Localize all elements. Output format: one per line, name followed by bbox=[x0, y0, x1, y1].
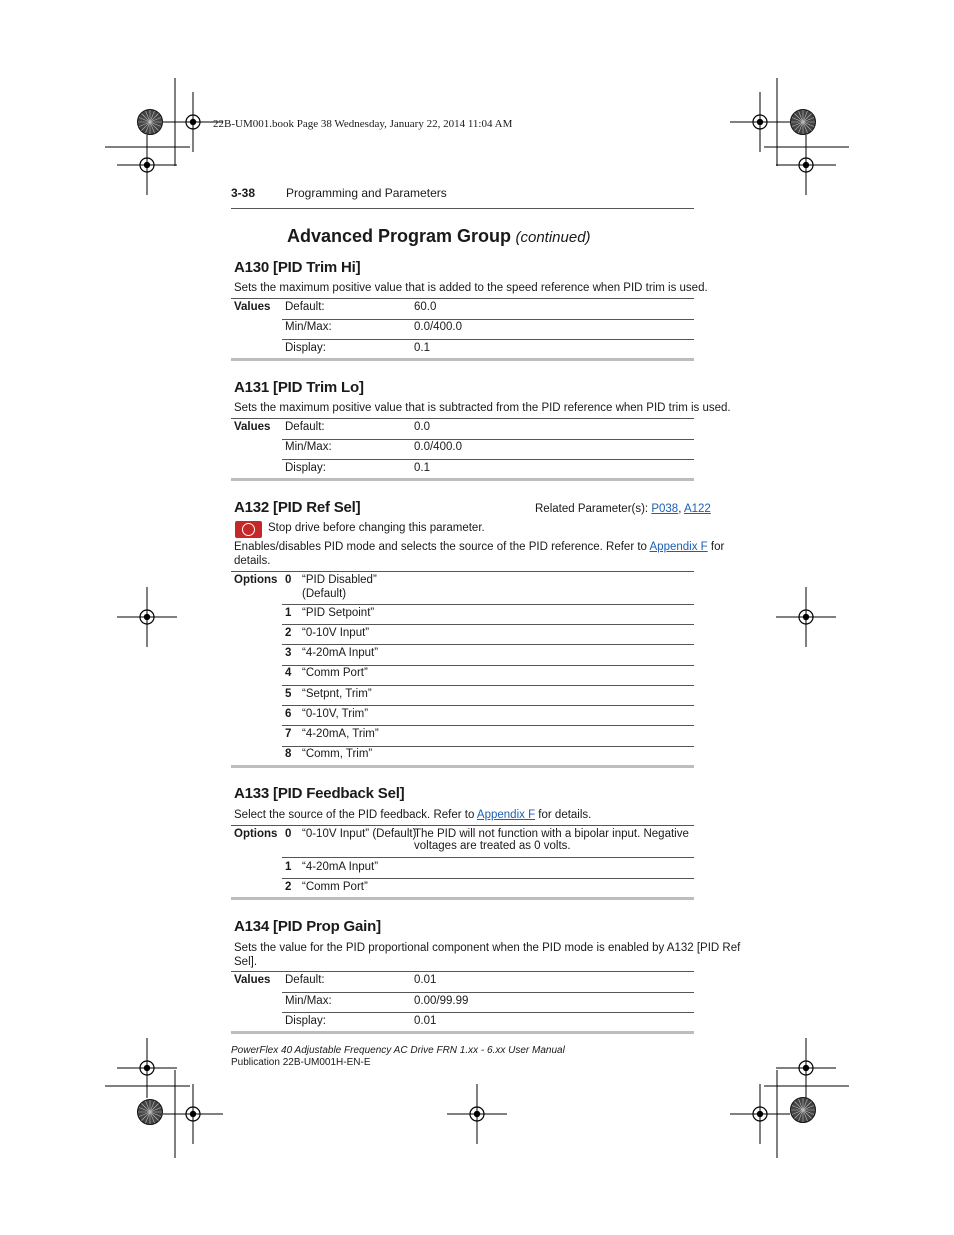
page-title: Advanced Program Group (continued) bbox=[287, 226, 591, 246]
option-number: 8 bbox=[285, 748, 292, 760]
values-label: Values bbox=[234, 421, 271, 433]
option-note-cont: voltages are treated as 0 volts. bbox=[414, 840, 571, 852]
option-number: 1 bbox=[285, 607, 292, 619]
param-desc-a130: Sets the maximum positive value that is added to the speed reference when PID trim is used. bbox=[234, 282, 708, 294]
option-text: “Setpnt, Trim” bbox=[302, 688, 372, 700]
option-text: “PID Setpoint” bbox=[302, 607, 375, 619]
value-row-value: 0.1 bbox=[414, 342, 430, 354]
registration-mark-icon bbox=[730, 1084, 790, 1144]
option-text: “Comm Port” bbox=[302, 881, 368, 893]
option-text: “0-10V Input” (Default) bbox=[302, 828, 417, 840]
related-parameters: Related Parameter(s): P038, A122 bbox=[535, 503, 711, 515]
option-text: “Comm, Trim” bbox=[302, 748, 373, 760]
param-desc-a132-cont: details. bbox=[234, 555, 271, 567]
param-desc-a133: Select the source of the PID feedback. Refer to Appendix F for details. bbox=[234, 809, 592, 821]
value-row-label: Display: bbox=[285, 1015, 326, 1027]
option-text: “0-10V Input” bbox=[302, 627, 370, 639]
option-note: The PID will not function with a bipolar input. Negative bbox=[414, 828, 689, 840]
option-number: 0 bbox=[285, 828, 292, 840]
param-desc-a132: Enables/disables PID mode and selects the source of the PID reference. Refer to Appendix F for bbox=[234, 541, 725, 553]
value-row-value: 0.0/400.0 bbox=[414, 321, 462, 333]
option-text: “4-20mA Input” bbox=[302, 861, 379, 873]
option-text: “0-10V, Trim” bbox=[302, 708, 369, 720]
value-row-label: Display: bbox=[285, 342, 326, 354]
option-number: 5 bbox=[285, 688, 292, 700]
value-row-value: 0.00/99.99 bbox=[414, 995, 469, 1007]
value-row-value: 0.0 bbox=[414, 421, 430, 433]
option-text: “PID Disabled” bbox=[302, 574, 377, 586]
option-default: (Default) bbox=[302, 588, 347, 600]
option-number: 3 bbox=[285, 647, 292, 659]
link-a122[interactable]: A122 bbox=[683, 503, 711, 515]
value-row-label: Display: bbox=[285, 462, 326, 474]
registration-mark-icon bbox=[117, 135, 177, 195]
footer-manual-title: PowerFlex 40 Adjustable Frequency AC Drive FRN 1.xx - 6.xx User Manual bbox=[231, 1045, 565, 1056]
param-heading-a134: A134 [PID Prop Gain] bbox=[234, 918, 381, 935]
value-row-label: Min/Max: bbox=[285, 441, 332, 453]
registration-mark-icon bbox=[730, 92, 790, 152]
value-row-label: Min/Max: bbox=[285, 321, 332, 333]
registration-mark-icon bbox=[117, 1038, 177, 1098]
option-number: 6 bbox=[285, 708, 292, 720]
options-label: Options bbox=[234, 574, 278, 586]
color-wheel-icon bbox=[138, 110, 163, 135]
values-label: Values bbox=[234, 301, 271, 313]
running-header: Programming and Parameters bbox=[286, 186, 447, 200]
value-row-value: 60.0 bbox=[414, 301, 437, 313]
color-wheel-icon bbox=[791, 110, 816, 135]
value-row-label: Min/Max: bbox=[285, 995, 332, 1007]
registration-mark-icon bbox=[447, 1084, 507, 1144]
param-heading-a132: A132 [PID Ref Sel] bbox=[234, 499, 361, 516]
options-label: Options bbox=[234, 828, 278, 840]
value-row-value: 0.01 bbox=[414, 1015, 437, 1027]
param-desc-a131: Sets the maximum positive value that is subtracted from the PID reference when PID trim is used. bbox=[234, 402, 731, 414]
registration-mark-icon bbox=[776, 135, 836, 195]
option-number: 2 bbox=[285, 627, 292, 639]
link-p038[interactable]: P038 bbox=[651, 503, 679, 515]
option-text: “Comm Port” bbox=[302, 667, 368, 679]
stop-icon bbox=[235, 521, 262, 538]
option-number: 1 bbox=[285, 861, 292, 873]
param-heading-a133: A133 [PID Feedback Sel] bbox=[234, 785, 405, 802]
option-text: “4-20mA, Trim” bbox=[302, 728, 379, 740]
option-number: 2 bbox=[285, 881, 292, 893]
value-row-label: Default: bbox=[285, 974, 325, 986]
option-number: 7 bbox=[285, 728, 292, 740]
value-row-value: 0.01 bbox=[414, 974, 437, 986]
option-number: 4 bbox=[285, 667, 292, 679]
param-heading-a130: A130 [PID Trim Hi] bbox=[234, 259, 361, 276]
value-row-value: 0.0/400.0 bbox=[414, 441, 462, 453]
stop-note: Stop drive before changing this parameter. bbox=[268, 522, 485, 534]
color-wheel-icon bbox=[791, 1098, 816, 1123]
option-text: “4-20mA Input” bbox=[302, 647, 379, 659]
param-heading-a131: A131 [PID Trim Lo] bbox=[234, 379, 364, 396]
page-number: 3-38 bbox=[231, 186, 256, 200]
link-appendix-f[interactable]: Appendix F bbox=[476, 809, 536, 821]
option-number: 0 bbox=[285, 574, 292, 586]
color-wheel-icon bbox=[138, 1100, 163, 1125]
registration-mark-icon bbox=[776, 1038, 836, 1098]
registration-mark-icon bbox=[776, 587, 836, 647]
link-appendix-f[interactable]: Appendix F bbox=[649, 541, 708, 553]
value-row-label: Default: bbox=[285, 301, 325, 313]
param-desc-a134: Sets the value for the PID proportional component when the PID mode is enabled by A132 [PID Ref bbox=[234, 942, 741, 954]
values-label: Values bbox=[234, 974, 271, 986]
print-slug: 22B-UM001.book Page 38 Wednesday, January 22, 2014 11:04 AM bbox=[213, 118, 513, 130]
footer-publication: Publication 22B-UM001H-EN-E bbox=[231, 1057, 371, 1068]
param-desc-a134-cont: Sel]. bbox=[234, 956, 258, 968]
value-row-value: 0.1 bbox=[414, 462, 430, 474]
registration-mark-icon bbox=[163, 1084, 223, 1144]
registration-mark-icon bbox=[117, 587, 177, 647]
value-row-label: Default: bbox=[285, 421, 325, 433]
